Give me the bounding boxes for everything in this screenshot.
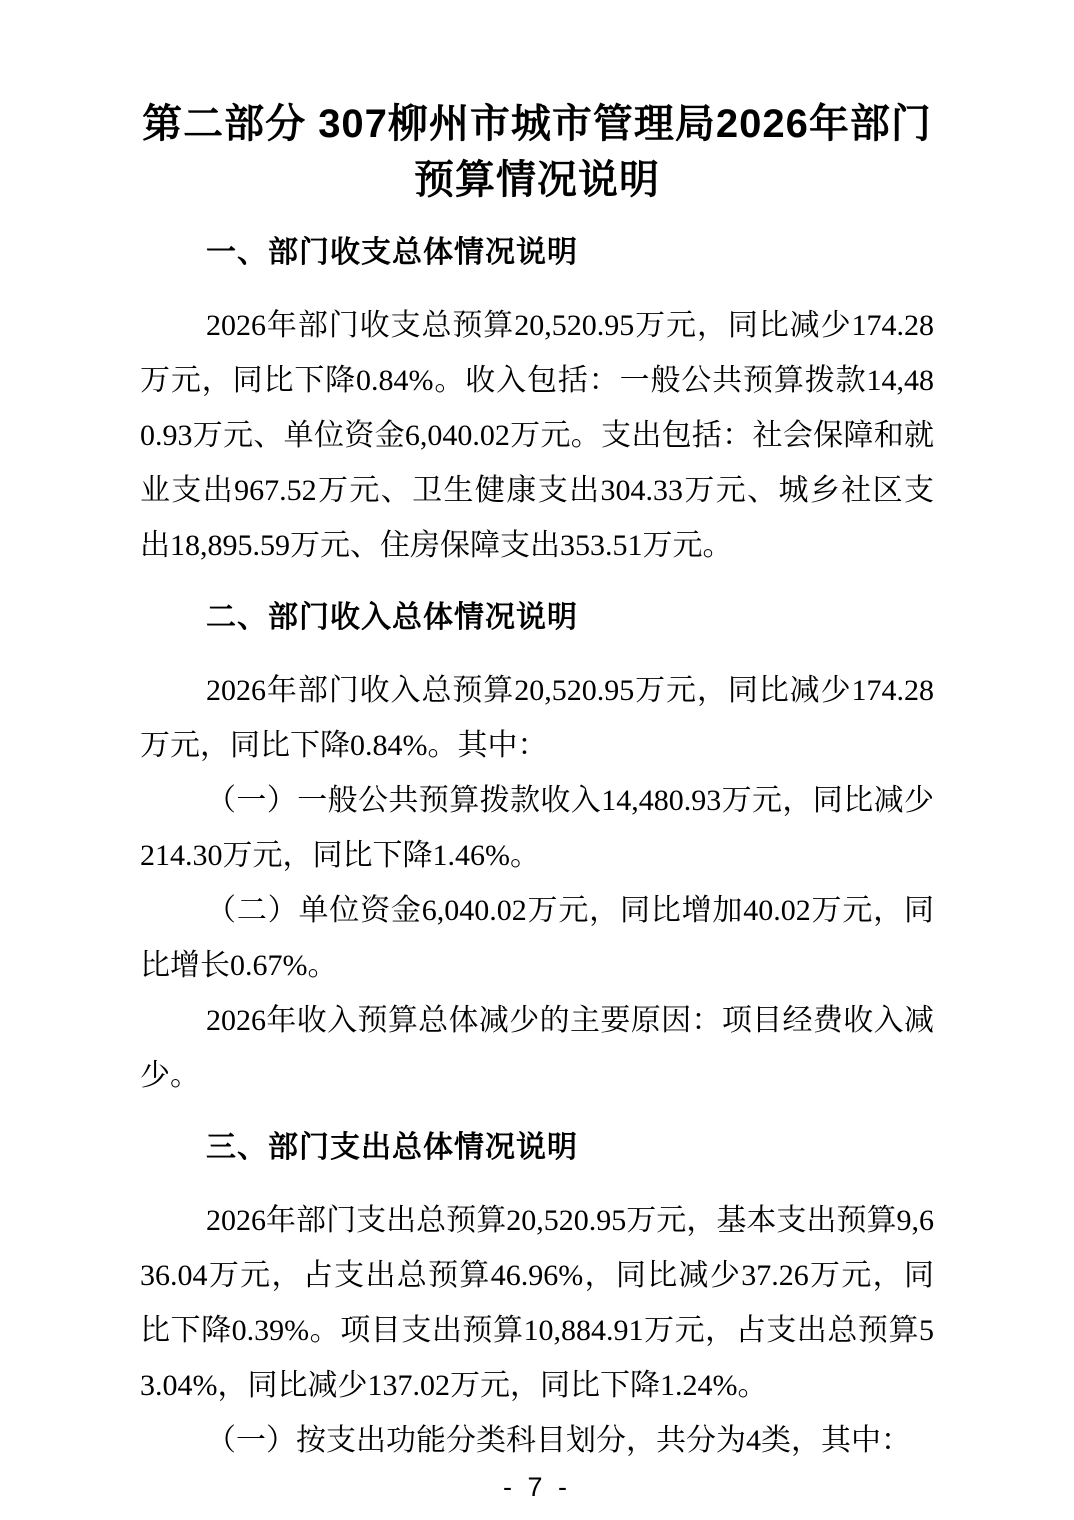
section-1-paragraph-1: 2026年部门收支总预算20,520.95万元，同比减少174.28万元，同比下降0.84%。收入包括：一般公共预算拨款14,480.93万元、单位资金6,040.02万元。支出包括：社会保障和就业支出967.52万元、卫生健康支出304.33万元、城乡社区支出18,895.59万元、住房保障支出353.51万元。 <box>140 309 934 562</box>
document-title-line-1: 第二部分 307柳州市城市管理局2026年部门 <box>142 102 932 146</box>
document-title <box>140 96 934 208</box>
section-3-paragraph-2: （一）按支出功能分类科目划分，共分为4类，其中： <box>206 1424 911 1457</box>
section-heading-2: 二、部门收入总体情况说明 <box>206 601 578 634</box>
section-heading-3: 三、部门支出总体情况说明 <box>206 1131 578 1164</box>
page-number: - 7 - <box>502 1472 571 1502</box>
section-3-paragraph-1: 2026年部门支出总预算20,520.95万元，基本支出预算9,636.04万元，占支出总预算46.96%，同比减少37.26万元，同比下降0.39%。项目支出预算10,884.91万元，占支出总预算53.04%，同比减少137.02万元，同比下降1.24%。 <box>140 1204 934 1402</box>
section-2-paragraph-4: 2026年收入预算总体减少的主要原因：项目经费收入减少。 <box>140 1004 934 1092</box>
section-2-paragraph-1: 2026年部门收入总预算20,520.95万元，同比减少174.28万元，同比下降0.84%。其中： <box>140 674 934 762</box>
document-title-line-2: 预算情况说明 <box>414 158 660 202</box>
section-2-paragraph-3: （二）单位资金6,040.02万元，同比增加40.02万元，同比增长0.67%。 <box>140 894 934 982</box>
section-heading-1: 一、部门收支总体情况说明 <box>206 236 578 269</box>
section-2-paragraph-2: （一）一般公共预算拨款收入14,480.93万元，同比减少214.30万元，同比下降1.46%。 <box>140 784 934 872</box>
